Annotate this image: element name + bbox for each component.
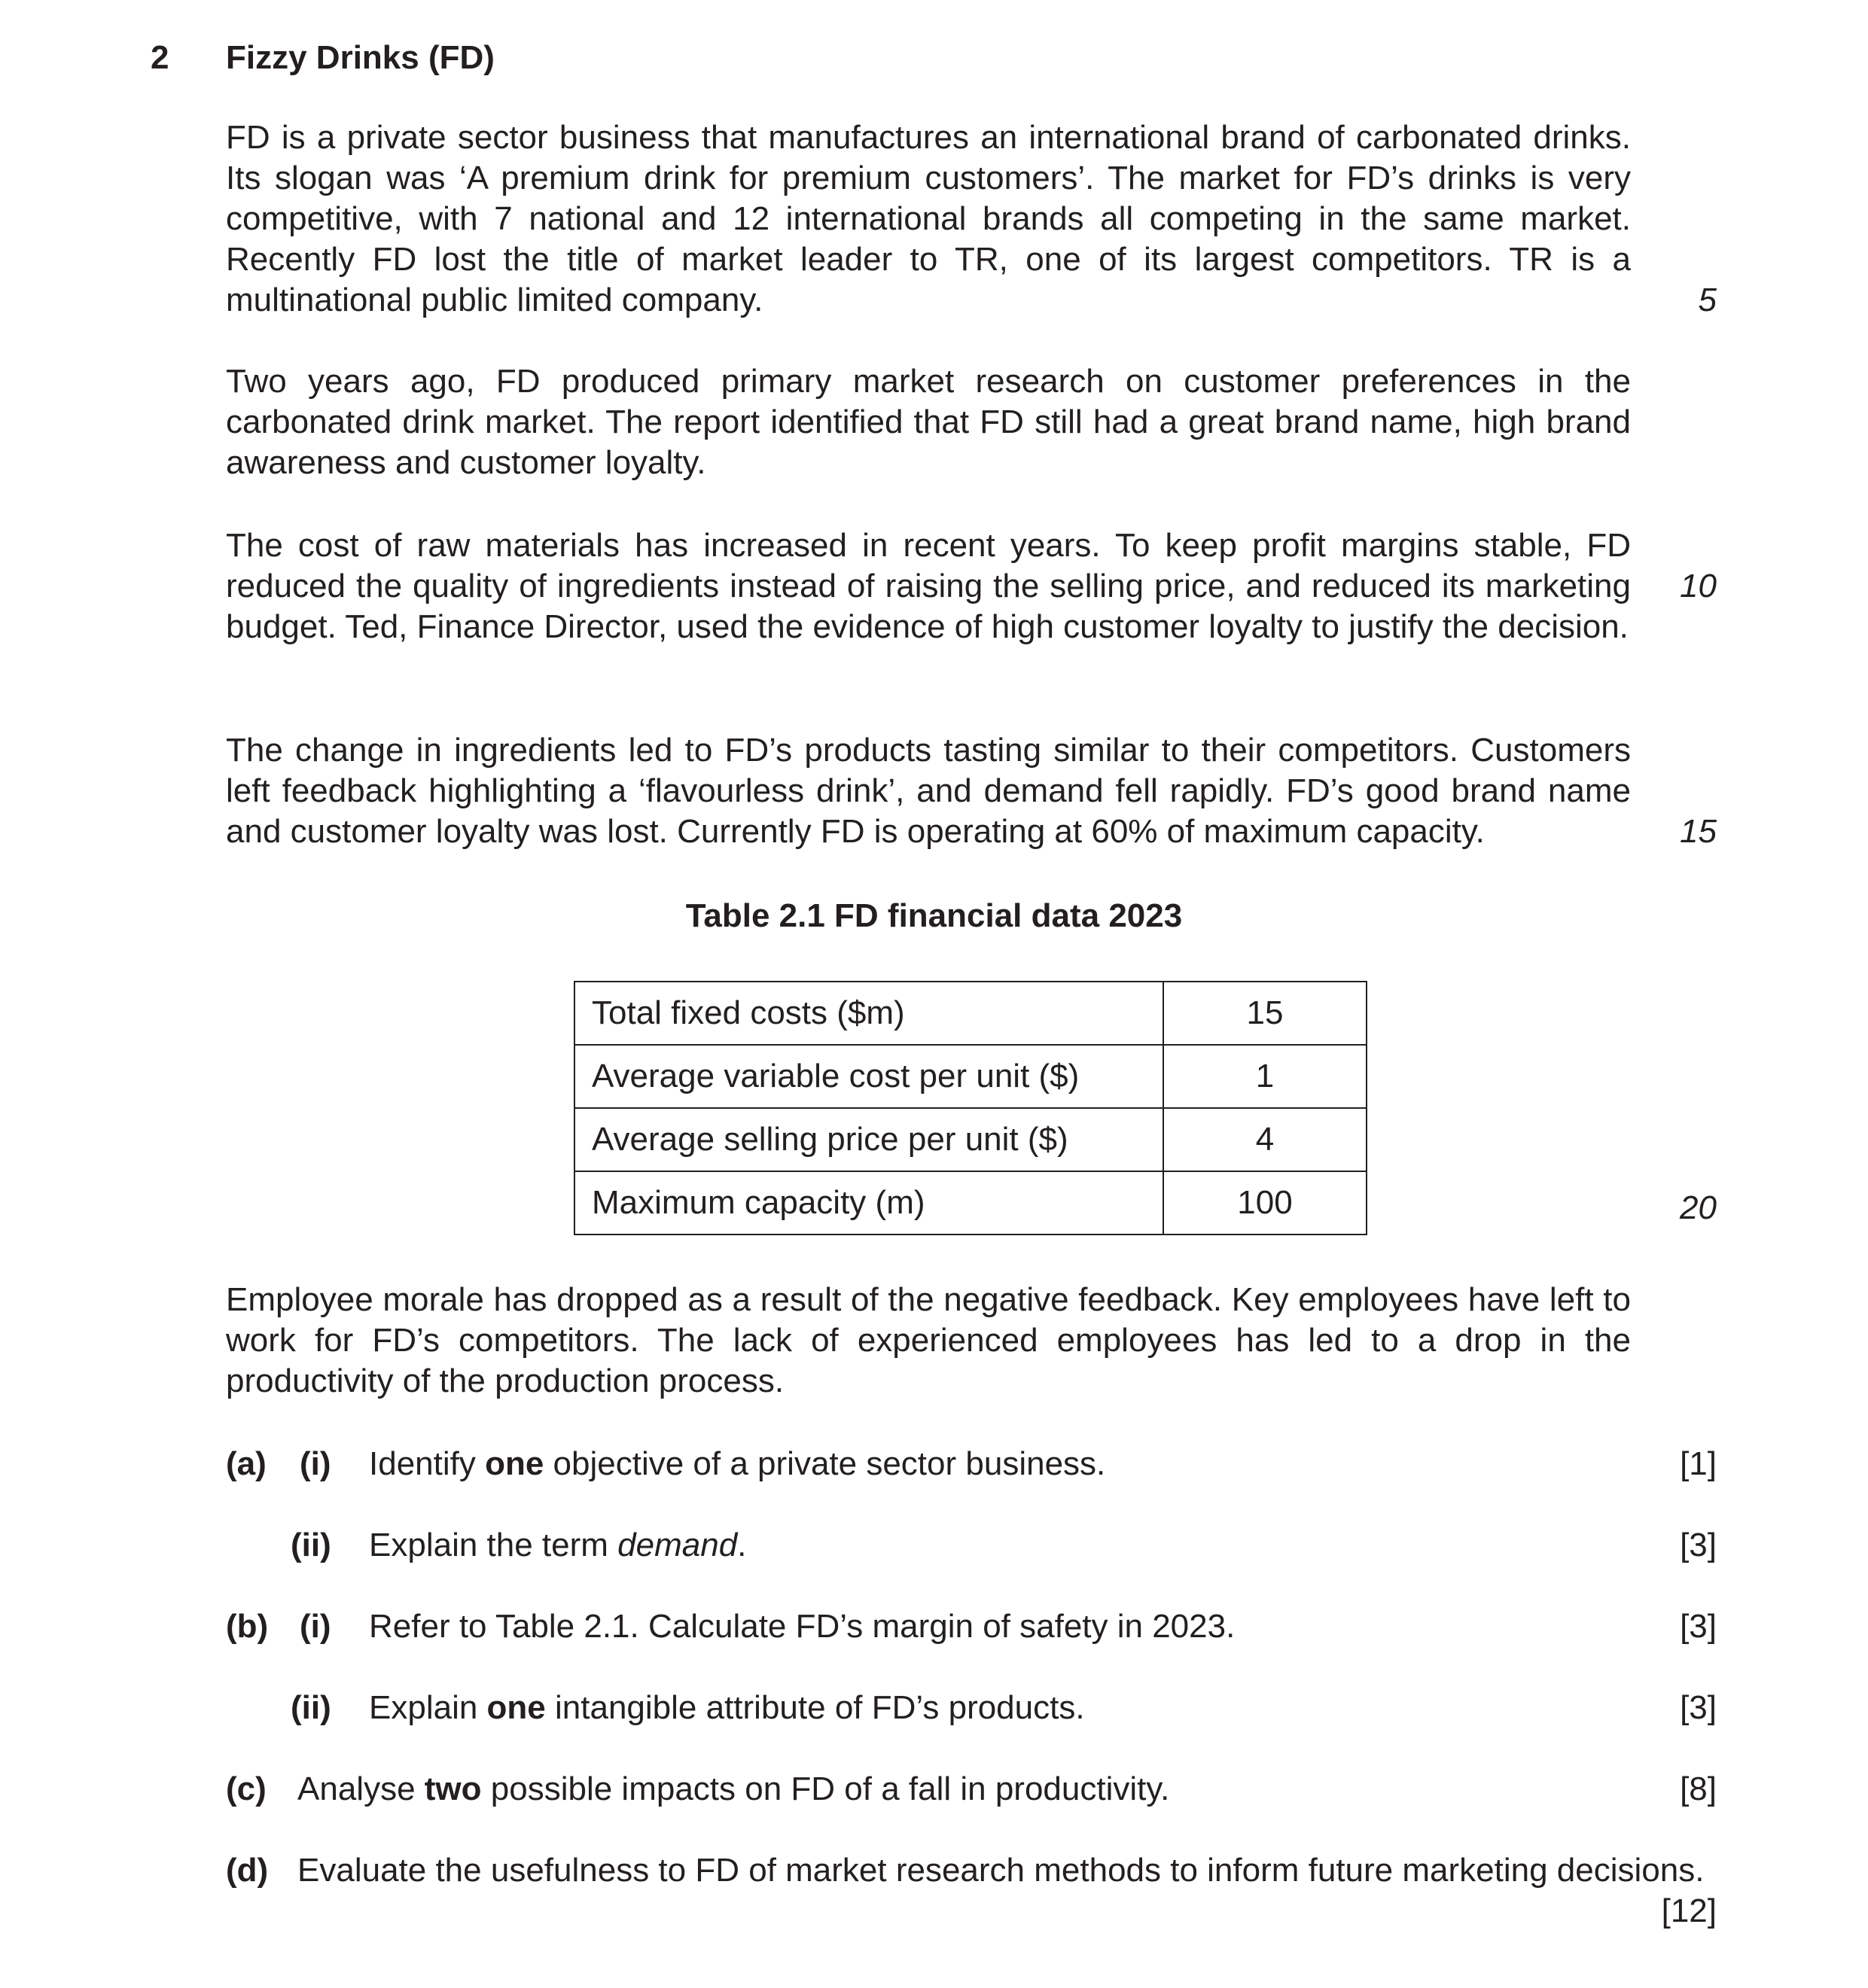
question-number: 2 [151, 39, 169, 76]
mark-a-i: [1] [1680, 1445, 1717, 1482]
table-cell-label: Maximum capacity (m) [574, 1171, 1163, 1235]
paragraph-text: Two years ago, FD produced primary market research on customer preferences in the carbonated drink market. The report identified that FD still had a great brand name, high brand awareness and customer loyalty. [226, 363, 1631, 481]
line-number-5: 5 [1698, 282, 1717, 318]
table-cell-value: 4 [1163, 1108, 1367, 1171]
table-cell-value: 100 [1163, 1171, 1367, 1235]
part-b-ii-label: (ii) [291, 1689, 331, 1726]
text-segment: Explain the term [369, 1527, 618, 1563]
table-cell-value: 1 [1163, 1045, 1367, 1108]
line-number-20: 20 [1680, 1189, 1717, 1226]
mark-a-ii: [3] [1680, 1527, 1717, 1563]
table-row [574, 982, 1367, 1045]
case-paragraph-4 [226, 730, 1631, 852]
part-c-label: (c) [226, 1770, 267, 1807]
emphasis-word: one [485, 1445, 544, 1482]
mark-b-i: [3] [1680, 1608, 1717, 1645]
part-a-ii-label: (ii) [291, 1527, 331, 1563]
italic-term: demand [617, 1527, 738, 1563]
part-b-label: (b) [226, 1608, 269, 1645]
text-segment: objective of a private sector business. [544, 1445, 1106, 1482]
line-number-10: 10 [1680, 568, 1717, 604]
mark-c: [8] [1680, 1770, 1717, 1807]
line-number-15: 15 [1680, 813, 1717, 850]
paragraph-text: Employee morale has dropped as a result of the negative feedback. Key employees have left to work for FD’s competitors. The lack of experienced employees has led to a drop in the productivity of the production process. [226, 1281, 1631, 1399]
text-segment: Explain [369, 1689, 487, 1726]
table-cell-label: Average variable cost per unit ($) [574, 1045, 1163, 1108]
case-paragraph-5 [226, 1280, 1631, 1402]
table-row [574, 1045, 1367, 1108]
paragraph-text: The cost of raw materials has increased in recent years. To keep profit margins stable, FD reduced the quality of ingredients instead of raising the selling price, and reduced its marketing budget. Ted, Finance Director, used the evidence of high customer loyalty to justify the decision. [226, 527, 1631, 645]
table-row [574, 1108, 1367, 1171]
text-segment: . [737, 1527, 747, 1563]
part-a-i-label: (i) [300, 1445, 331, 1482]
case-paragraph-3 [226, 525, 1631, 647]
question-a-i-text [369, 1444, 1105, 1484]
part-d-label: (d) [226, 1852, 269, 1889]
table-row [574, 1171, 1367, 1235]
financial-data-table [574, 981, 1367, 1235]
mark-b-ii: [3] [1680, 1689, 1717, 1726]
question-b-ii-text [369, 1688, 1085, 1728]
question-a-ii-text [369, 1525, 746, 1566]
question-d-text: Evaluate the usefulness to FD of market research methods to inform future marketing decisions. [297, 1852, 1705, 1889]
paragraph-text: FD is a private sector business that manufactures an international brand of carbonated drinks. Its slogan was ‘A premium drink for premium customers’. The market for FD’s drinks is very competitive, with 7 national and 12 international brands all competing in the same market. Recently FD lost the title of market leader to TR, one of its largest competitors. TR is a multinational public limited company. [226, 119, 1631, 318]
question-c-text [297, 1769, 1169, 1810]
case-paragraph-2 [226, 361, 1631, 483]
emphasis-word: two [424, 1770, 482, 1807]
text-segment: Analyse [297, 1770, 425, 1807]
question-b-i-text: Refer to Table 2.1. Calculate FD’s margin of safety in 2023. [369, 1608, 1236, 1645]
mark-d: [12] [1661, 1892, 1717, 1929]
text-segment: possible impacts on FD of a fall in productivity. [481, 1770, 1170, 1807]
text-segment: Identify [369, 1445, 486, 1482]
part-b-i-label: (i) [300, 1608, 331, 1645]
case-paragraph-1 [226, 117, 1631, 321]
text-segment: intangible attribute of FD’s products. [545, 1689, 1085, 1726]
paragraph-text: The change in ingredients led to FD’s products tasting similar to their competitors. Customers left feedback highlighting a ‘flavourless drink’, and demand fell rapidly. FD’s good brand name and customer loyalty was lost. Currently FD is operating at 60% of maximum capacity. [226, 732, 1631, 850]
part-a-label: (a) [226, 1445, 267, 1482]
table-cell-value: 15 [1163, 982, 1367, 1045]
table-cell-label: Average selling price per unit ($) [574, 1108, 1163, 1171]
emphasis-word: one [486, 1689, 546, 1726]
table-title: Table 2.1 FD financial data 2023 [685, 897, 1183, 934]
table-cell-label: Total fixed costs ($m) [574, 982, 1163, 1045]
case-study-title: Fizzy Drinks (FD) [226, 39, 495, 76]
